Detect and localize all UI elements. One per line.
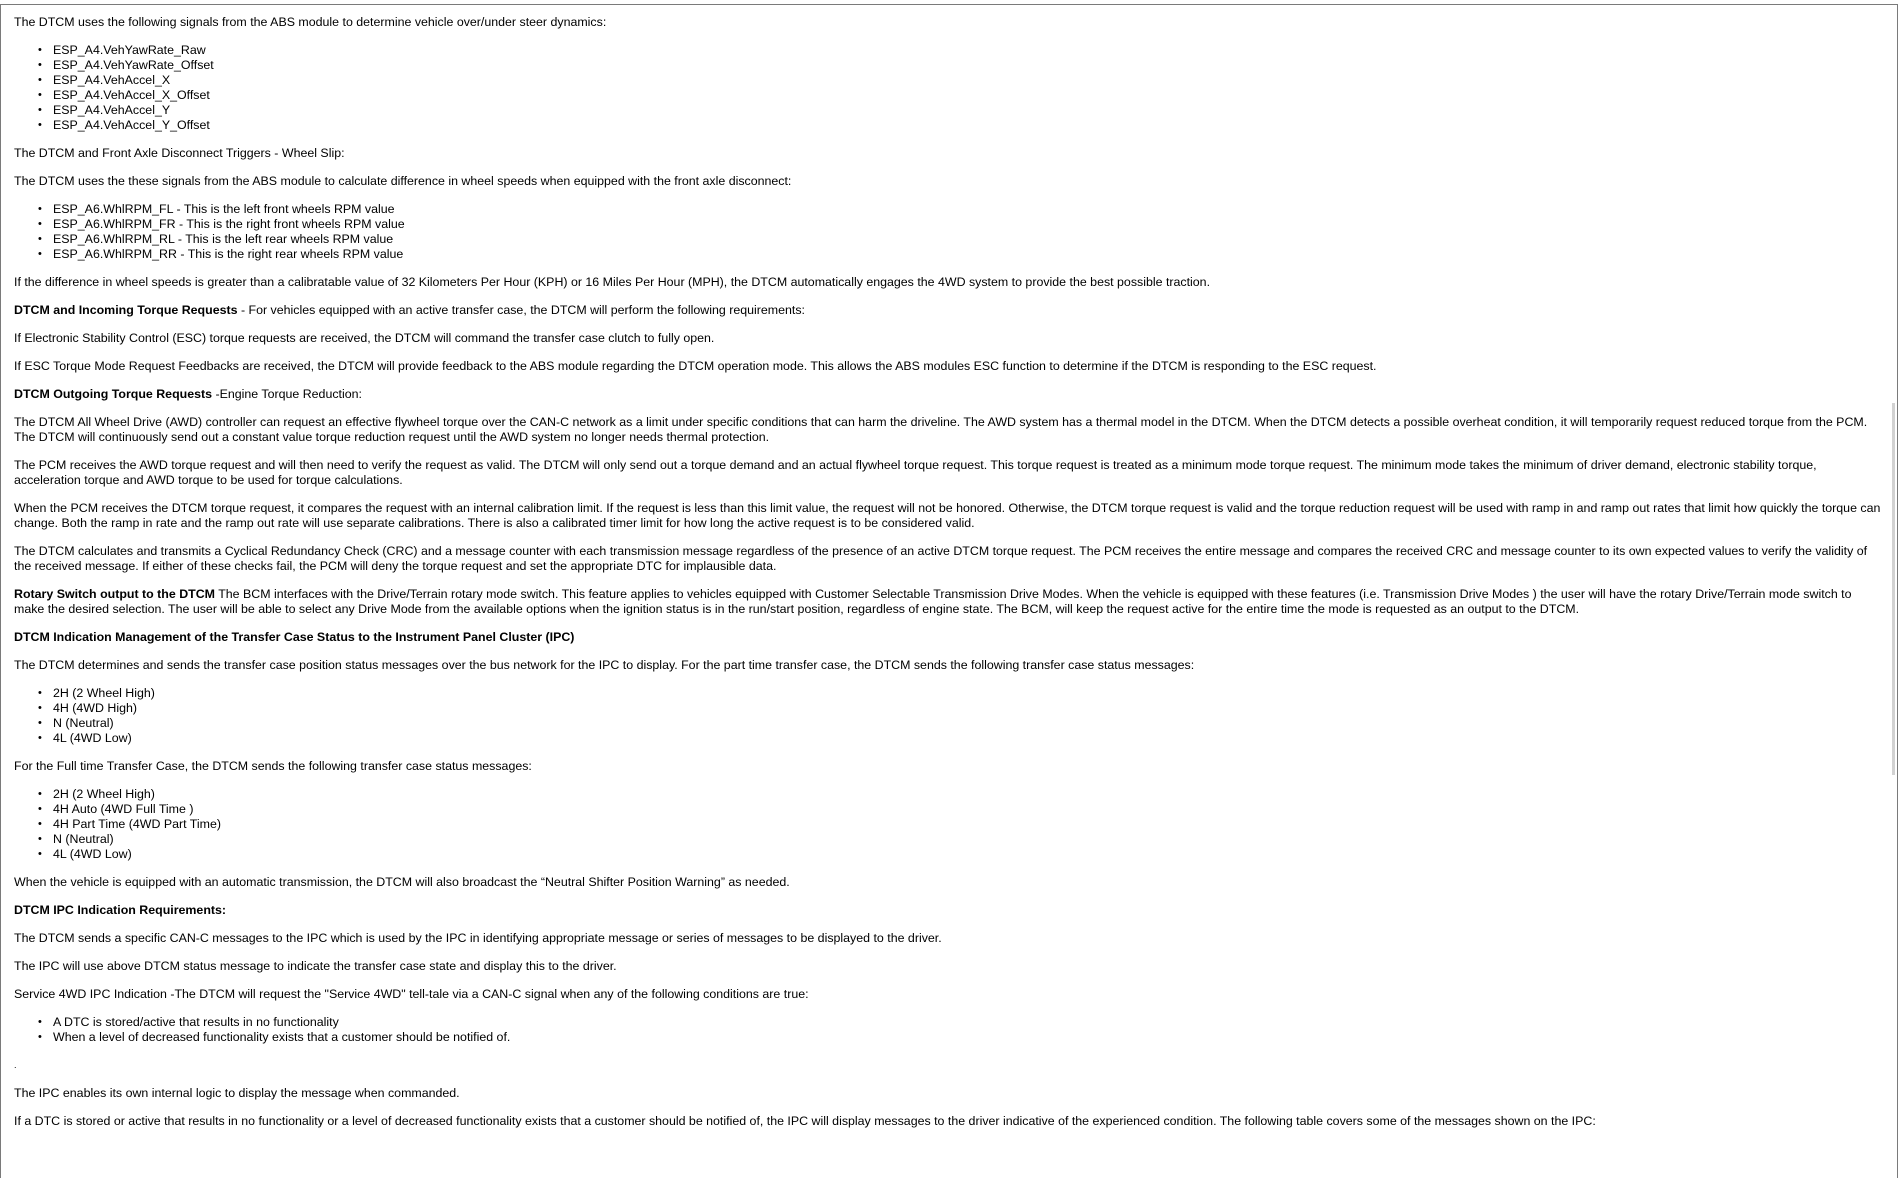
list-item: • N (Neutral) [53,716,1881,731]
list-item: • 4H Part Time (4WD Part Time) [53,817,1881,832]
paragraph-service-4wd: Service 4WD IPC Indication -The DTCM will request the "Service 4WD" tell-tale via a CAN-C signal when any of the following conditions are true: [14,987,809,1001]
paragraph-neutral-warning: When the vehicle is equipped with an automatic transmission, the DTCM will also broadcast the “Neutral Shifter Position Warning” as needed. [14,875,790,889]
paragraph-pcm-compares: When the PCM receives the DTCM torque request, it compares the request with an internal calibration limit. If the request is less than this limit value, the request will not be honored. Otherwise, the DTCM torque request is valid and the torque reduction request will be used with ramp in and ramp out rates that limit how quickly the torque can change. Both the ramp in rate and the ramp out rate will use separate calibrations. There is also a calibrated timer limit for how long the active request is to be considered valid. [14,501,1881,530]
list-item: • ESP_A6.WhlRPM_FL - This is the left front wheels RPM value [53,202,1881,217]
outgoing-text: -Engine Torque Reduction: [212,387,362,401]
list-item: • ESP_A4.VehAccel_Y [53,103,1881,118]
paragraph-crc: The DTCM calculates and transmits a Cyclical Redundancy Check (CRC) and a message counter with each transmission message regardless of the presence of an active DTCM torque request. The PCM receives the entire message and compares the received CRC and message counter to its own expected values to verify the validity of the received message. If either of these checks fail, the PCM will deny the torque request and set the appropriate DTC for implausible data. [14,544,1868,573]
yaw-signal-list [14,43,1881,133]
incoming-text: - For vehicles equipped with an active transfer case, the DTCM will perform the following requirements: [237,303,805,317]
part-time-mode-list [14,686,1881,746]
paragraph-esc-feedback: If ESC Torque Mode Request Feedbacks are received, the DTCM will provide feedback to the ABS module regarding the DTCM operation mode. This allows the ABS modules ESC function to determine if the DTCM is responding to the ESC request. [14,359,1377,373]
list-item: • ESP_A4.VehAccel_X [53,73,1881,88]
paragraph-dtc-table: If a DTC is stored or active that results in no functionality or a level of decreased functionality exists that a customer should be notified of, the IPC will display messages to the driver indicative of the experienced condition. The following table covers some of the messages shown on the IPC: [14,1114,1596,1128]
list-item: • 4L (4WD Low) [53,731,1881,746]
paragraph-esc: If Electronic Stability Control (ESC) torque requests are received, the DTCM will command the transfer case clutch to fully open. [14,331,715,345]
paragraph-rotary-switch [14,587,1881,617]
paragraph-outgoing-torque [14,387,1881,402]
list-item: • ESP_A4.VehYawRate_Offset [53,58,1881,73]
stray-dot: . [14,1060,17,1070]
ipc-heading-text: DTCM IPC Indication Requirements: [14,903,227,917]
list-item: • 2H (2 Wheel High) [53,787,1881,802]
indication-heading-text: DTCM Indication Management of the Transfer Case Status to the Instrument Panel Cluster (IPC) [14,630,575,644]
indication-heading [14,630,1881,645]
outgoing-heading: DTCM Outgoing Torque Requests [14,387,213,401]
document-content [14,15,1881,1178]
list-item: • ESP_A4.VehAccel_Y_Offset [53,118,1881,133]
wheel-signal-list [14,202,1881,262]
paragraph-can-c: The DTCM sends a specific CAN-C messages to the IPC which is used by the IPC in identifying appropriate message or series of messages to be displayed to the driver. [14,931,942,945]
scrollbar-thumb[interactable] [1892,403,1895,775]
list-item: • 4H (4WD High) [53,701,1881,716]
list-item: • ESP_A6.WhlRPM_RR - This is the right rear wheels RPM value [53,247,1881,262]
list-item: • 4L (4WD Low) [53,847,1881,862]
paragraph-wheel-speed: The DTCM uses the these signals from the ABS module to calculate difference in wheel speeds when equipped with the front axle disconnect: [14,174,792,188]
service-condition-list [14,1015,1881,1045]
ipc-heading [14,903,1881,918]
paragraph-part-time: The DTCM determines and sends the transfer case position status messages over the bus network for the IPC to display. For the part time transfer case, the DTCM sends the following transfer case status messages: [14,658,1195,672]
paragraph-awd: The DTCM All Wheel Drive (AWD) controller can request an effective flywheel torque over the CAN-C network as a limit under specific conditions that can harm the driveline. The AWD system has a thermal model in the DTCM. When the DTCM detects a possible overheat condition, it will temporarily request reduced torque from the PCM. The DTCM will continuously send out a constant value torque reduction request until the AWD system no longer needs thermal protection. [14,415,1868,444]
list-item: • ESP_A4.VehAccel_X_Offset [53,88,1881,103]
list-item: • N (Neutral) [53,832,1881,847]
full-time-mode-list [14,787,1881,862]
vertical-scrollbar[interactable] [1881,5,1897,1178]
paragraph-incoming-torque [14,303,1881,318]
list-item: • 2H (2 Wheel High) [53,686,1881,701]
list-item: • 4H Auto (4WD Full Time ) [53,802,1881,817]
list-item: • ESP_A6.WhlRPM_FR - This is the right front wheels RPM value [53,217,1881,232]
paragraph-pcm-receives: The PCM receives the AWD torque request and will then need to verify the request as valid. The DTCM will only send out a torque demand and an actual flywheel torque request. This torque request is treated as a minimum mode torque request. The minimum mode takes the minimum of driver demand, electronic stability torque, acceleration torque and AWD torque to be used for torque calculations. [14,458,1817,487]
list-item: • When a level of decreased functionality exists that a customer should be notified of. [53,1030,1881,1045]
paragraph-ipc-use: The IPC will use above DTCM status message to indicate the transfer case state and display this to the driver. [14,959,617,973]
paragraph-intro: The DTCM uses the following signals from the ABS module to determine vehicle over/under steer dynamics: [14,15,607,29]
paragraph-difference: If the difference in wheel speeds is greater than a calibratable value of 32 Kilometers Per Hour (KPH) or 16 Miles Per Hour (MPH), the DTCM automatically engages the 4WD system to provide the best possible traction. [14,275,1211,289]
incoming-heading: DTCM and Incoming Torque Requests [14,303,238,317]
rotary-heading: Rotary Switch output to the DTCM [14,587,215,601]
document-window [0,4,1898,1178]
paragraph-ipc-logic: The IPC enables its own internal logic to display the message when commanded. [14,1086,460,1100]
paragraph-front-axle: The DTCM and Front Axle Disconnect Triggers - Wheel Slip: [14,146,345,160]
paragraph-full-time: For the Full time Transfer Case, the DTCM sends the following transfer case status messages: [14,759,532,773]
list-item: • A DTC is stored/active that results in no functionality [53,1015,1881,1030]
list-item: • ESP_A6.WhlRPM_RL - This is the left rear wheels RPM value [53,232,1881,247]
rotary-text: The BCM interfaces with the Drive/Terrain rotary mode switch. This feature applies to vehicles equipped with Customer Selectable Transmission Drive Modes. When the vehicle is equipped with these features (i.e. Transmission Drive Modes ) the user will have the rotary Drive/Terrain mode switch to make the desired selection. The user will be able to select any Drive Mode from the available options when the ignition status is in the run/start position, regardless of engine state. The BCM, will keep the request active for the entire time the mode is requested as an output to the DTCM. [14,587,1852,616]
list-item: • ESP_A4.VehYawRate_Raw [53,43,1881,58]
